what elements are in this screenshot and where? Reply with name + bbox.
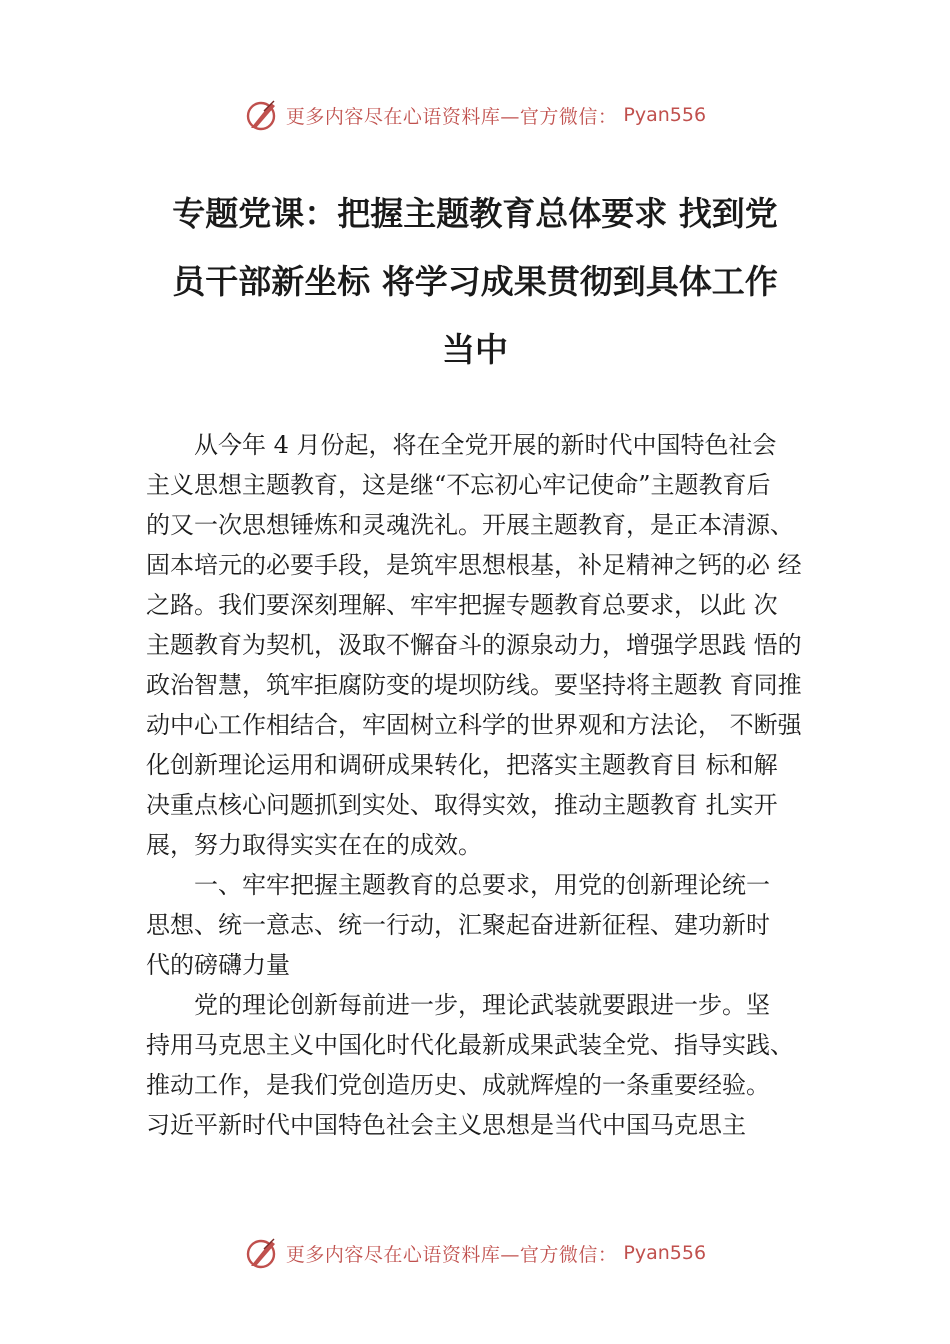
body-text-line: 政治智慧，筑牢拒腐防变的堤坝防线。要坚持将主题教 育同推: [146, 671, 802, 699]
body-text-line: 动中心工作相结合，牢固树立科学的世界观和方法论， 不断强: [146, 711, 802, 739]
banner-text: 更多内容尽在心语资料库—官方微信：: [285, 1243, 618, 1266]
body-text-line: 主义思想主题教育，这是继“不忘初心牢记使命”主题教育后: [146, 471, 771, 499]
title-line: 专题党课：把握主题教育总体要求 找到党: [172, 194, 778, 233]
body-text-line: 主题教育为契机，汲取不懈奋斗的源泉动力，增强学思践 悟的: [146, 631, 802, 659]
banner-text: 更多内容尽在心语资料库—官方微信：: [285, 105, 618, 128]
header-banner: [0, 95, 950, 135]
body-text-line: 化创新理论运用和调研成果转化，把落实主题教育目 标和解: [146, 751, 778, 779]
body-text-line: 持用马克思主义中国化时代化最新成果武装全党、指导实践、: [146, 1031, 794, 1059]
document-body: [146, 425, 836, 1145]
body-text-line: 固本培元的必要手段，是筑牢思想根基，补足精神之钙的必 经: [146, 551, 802, 579]
document-title: [140, 180, 810, 384]
body-text-line: 代的磅礴力量: [146, 951, 290, 979]
body-text-line: 党的理论创新每前进一步，理论武装就要跟进一步。坚: [194, 991, 770, 1019]
body-text-line: 推动工作，是我们党创造历史、成就辉煌的一条重要经验。: [146, 1071, 770, 1099]
title-line: 当中: [442, 330, 508, 369]
banner-wechat-handle: Pyan556: [623, 1242, 707, 1264]
body-text-line: 思想、统一意志、统一行动，汇聚起奋进新征程、建功新时: [146, 911, 770, 939]
body-text-line: 之路。我们要深刻理解、牢牢把握专题教育总要求，以此 次: [146, 591, 778, 619]
quill-pen-logo-icon: [244, 97, 280, 133]
banner-wechat-handle: Pyan556: [623, 104, 707, 126]
body-text-line: 从今年 4 月份起，将在全党开展的新时代中国特色社会: [194, 431, 777, 459]
title-line: 员干部新坐标 将学习成果贯彻到具体工作: [172, 262, 778, 301]
body-text-line: 一、牢牢把握主题教育的总要求，用党的创新理论统一: [194, 871, 770, 899]
body-text-line: 展，努力取得实实在在的成效。: [146, 831, 482, 859]
quill-pen-logo-icon: [244, 1235, 280, 1271]
body-text-line: 的又一次思想锤炼和灵魂洗礼。开展主题教育，是正本清源、: [146, 511, 794, 539]
body-text-line: 习近平新时代中国特色社会主义思想是当代中国马克思主: [146, 1111, 746, 1139]
footer-banner: [0, 1233, 950, 1273]
body-text-line: 决重点核心问题抓到实处、取得实效，推动主题教育 扎实开: [146, 791, 778, 819]
